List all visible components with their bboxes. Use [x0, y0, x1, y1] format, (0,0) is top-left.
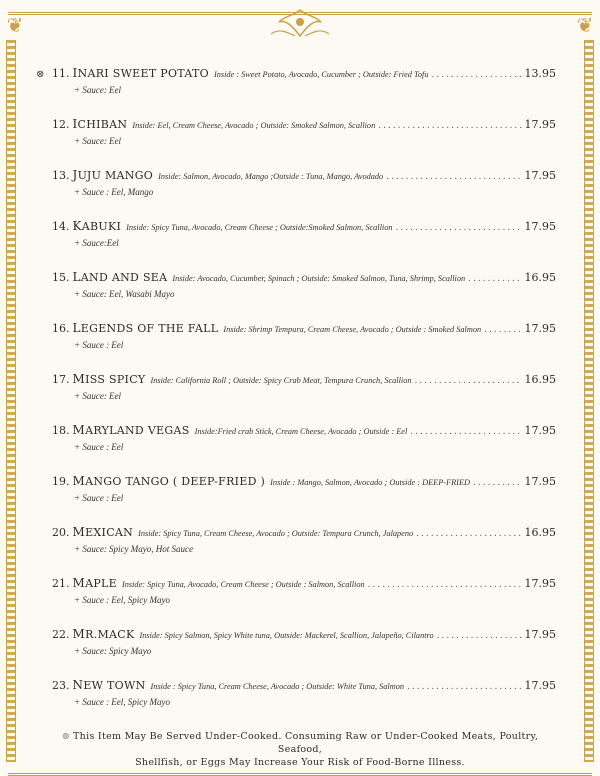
item-price: 17.95 — [524, 169, 556, 182]
item-price: 17.95 — [524, 475, 556, 488]
item-price: 17.95 — [524, 322, 556, 335]
leader-dots — [368, 578, 522, 592]
item-description: Inside: Spicy Tuna, Avocado, Cream Cheese ; Outside : Salmon, Scallion — [121, 580, 365, 589]
item-sauce: + Sauce:Eel — [74, 238, 119, 248]
top-ornament-icon — [265, 6, 335, 42]
leader-dots — [431, 68, 521, 82]
menu-item — [36, 372, 556, 423]
menu-item — [36, 423, 556, 474]
item-price: 17.95 — [524, 577, 556, 590]
item-name: JUJU MANGO — [72, 168, 154, 182]
item-name: LEGENDS OF THE FALL — [72, 321, 219, 335]
leader-dots — [484, 323, 521, 337]
menu-item — [36, 270, 556, 321]
item-number: 21. — [52, 577, 70, 590]
menu-item — [36, 117, 556, 168]
item-number: 12. — [52, 118, 70, 131]
menu-item — [36, 576, 556, 627]
item-number: 14. — [52, 220, 70, 233]
item-name: ICHIBAN — [72, 117, 128, 131]
item-name: MR.MACK — [72, 627, 135, 641]
leader-dots — [407, 680, 521, 694]
leader-dots — [437, 629, 522, 643]
item-sauce: + Sauce: Eel — [74, 85, 122, 95]
leader-dots — [378, 119, 521, 133]
menu-list — [36, 66, 556, 729]
menu-item — [36, 474, 556, 525]
item-sauce: + Sauce : Eel, Spicy Mayo — [74, 595, 171, 605]
item-price: 16.95 — [524, 526, 556, 539]
raw-item-mark-icon: ⊗ — [36, 69, 45, 80]
raw-food-disclaimer — [50, 730, 550, 769]
item-description: Inside: Spicy Tuna, Avocado, Cream Cheese ; Outside:Smoked Salmon, Scallion — [126, 223, 393, 232]
item-description: Inside: Shrimp Tempura, Cream Cheese, Avocado ; Outside : Smoked Salmon — [223, 325, 482, 334]
item-number: 13. — [52, 169, 70, 182]
menu-item — [36, 627, 556, 678]
item-description: Inside: California Roll ; Outside: Spicy Crab Meat, Tempura Crunch, Scallion — [150, 376, 412, 385]
item-name: MAPLE — [72, 576, 117, 590]
item-number: 17. — [52, 373, 70, 386]
item-name: MISS SPICY — [72, 372, 146, 386]
item-price: 17.95 — [524, 424, 556, 437]
menu-item — [36, 321, 556, 372]
menu-item — [36, 66, 556, 117]
item-description: Inside: Spicy Salmon, Spicy White tuna, Outside: Mackerel, Scallion, Jalapeño, Cilantro — [139, 631, 434, 640]
item-description: Inside:Fried crab Stick, Cream Cheese, Avocado ; Outside : Eel — [194, 427, 408, 436]
menu-item — [36, 678, 556, 729]
item-sauce: + Sauce : Eel — [74, 493, 124, 503]
leader-dots — [386, 170, 521, 184]
corner-flourish-icon: ❦ — [576, 13, 594, 37]
item-sauce: + Sauce : Eel, Spicy Mayo — [74, 697, 171, 707]
item-sauce: + Sauce: Eel — [74, 136, 122, 146]
item-description: Inside: Avocado, Cucumber, Spinach ; Outside: Smoked Salmon, Tuna, Shrimp, Scallion — [172, 274, 466, 283]
item-number: 23. — [52, 679, 70, 692]
item-sauce: + Sauce: Eel — [74, 391, 122, 401]
item-sauce: + Sauce : Eel — [74, 340, 124, 350]
disclaimer-line-1: This Item May Be Served Under-Cooked. Consuming Raw or Under-Cooked Meats, Poultry, Seafood, — [73, 731, 539, 755]
item-number: 20. — [52, 526, 70, 539]
item-name: INARI SWEET POTATO — [72, 66, 209, 80]
item-number: 18. — [52, 424, 70, 437]
leader-dots — [410, 425, 521, 439]
item-price: 13.95 — [524, 67, 556, 80]
menu-item — [36, 168, 556, 219]
right-border-pattern — [584, 40, 594, 762]
item-sauce: + Sauce : Eel — [74, 442, 124, 452]
item-sauce: + Sauce: Spicy Mayo, Hot Sauce — [74, 544, 194, 554]
item-description: Inside: Eel, Cream Cheese, Avocado ; Outside: Smoked Salmon, Scallion — [132, 121, 376, 130]
item-description: Inside : Sweet Potato, Avocado, Cucumber ; Outside: Fried Tofu — [213, 70, 429, 79]
item-description: Inside : Spicy Tuna, Cream Cheese, Avocado ; Outside: White Tuna, Salmon — [150, 682, 405, 691]
item-number: 15. — [52, 271, 70, 284]
item-name: KABUKI — [72, 219, 122, 233]
item-number: 22. — [52, 628, 70, 641]
item-price: 17.95 — [524, 118, 556, 131]
raw-item-mark-icon: ⊗ — [61, 731, 71, 742]
leader-dots — [473, 476, 521, 490]
item-number: 11. — [52, 67, 70, 80]
item-name: MEXICAN — [72, 525, 134, 539]
item-price: 17.95 — [524, 220, 556, 233]
disclaimer-line-2: Shellfish, or Eggs May Increase Your Risk of Food-Borne Illness. — [135, 757, 465, 768]
item-name: NEW TOWN — [72, 678, 146, 692]
item-price: 17.95 — [524, 679, 556, 692]
item-name: LAND AND SEA — [72, 270, 168, 284]
corner-flourish-icon: ❦ — [6, 13, 24, 37]
leader-dots — [396, 221, 522, 235]
item-sauce: + Sauce : Eel, Mango — [74, 187, 154, 197]
left-border-pattern — [6, 40, 16, 762]
item-price: 16.95 — [524, 271, 556, 284]
item-price: 17.95 — [524, 628, 556, 641]
item-name: MARYLAND VEGAS — [72, 423, 190, 437]
leader-dots — [468, 272, 521, 286]
menu-item — [36, 525, 556, 576]
item-sauce: + Sauce: Eel, Wasabi Mayo — [74, 289, 175, 299]
item-sauce: + Sauce: Spicy Mayo — [74, 646, 152, 656]
menu-item — [36, 219, 556, 270]
item-number: 19. — [52, 475, 70, 488]
item-description: Inside: Salmon, Avocado, Mango ;Outside : Tuna, Mango, Avodado — [158, 172, 384, 181]
leader-dots — [415, 374, 522, 388]
item-description: Inside: Spicy Tuna, Cream Cheese, Avocado ; Outside: Tempura Crunch, Jalapeno — [138, 529, 414, 538]
leader-dots — [416, 527, 521, 541]
item-description: Inside : Mango, Salmon, Avocado ; Outside : DEEP-FRIED — [270, 478, 471, 487]
item-number: 16. — [52, 322, 70, 335]
item-price: 16.95 — [524, 373, 556, 386]
item-name: MANGO TANGO ( DEEP-FRIED ) — [72, 474, 266, 488]
